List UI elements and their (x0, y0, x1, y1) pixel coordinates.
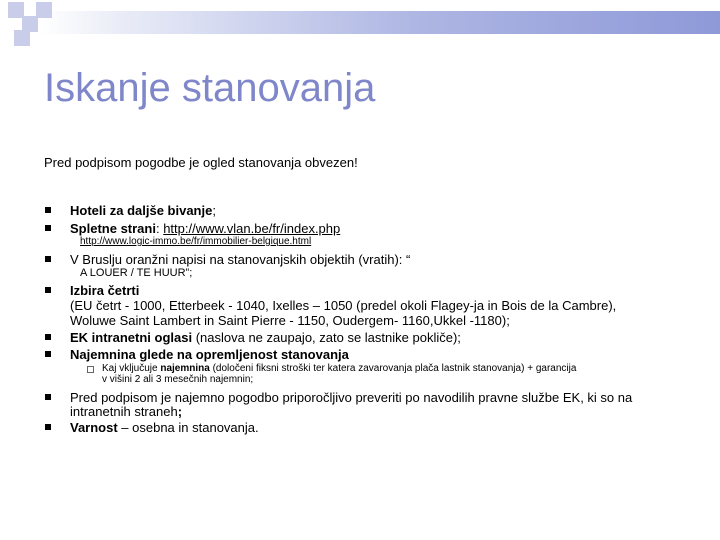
item-text: Woluwe Saint Lambert in Saint Pierre - 1150, Oudergem- 1160,Ukkel -1180); (70, 313, 510, 328)
list-item-safety (70, 420, 259, 435)
item-text: intranetnih straneh (70, 404, 178, 419)
list-item-rent (70, 347, 349, 362)
item-text: (EU četrt - 1000, Etterbeek - 1040, Ixelles – 1050 (predel okoli Flagey-ja in Bois de la Cambre), (70, 298, 617, 313)
item-text: Kaj vključuje (102, 363, 161, 374)
item-text: A LOUER / TE HUUR”; (80, 267, 193, 279)
logic-immo-link[interactable]: http://www.logic-immo.be/fr/immobilier-belgique.html (80, 236, 312, 247)
decor-square (36, 2, 52, 18)
list-item-district-line1 (70, 298, 616, 313)
bullet-marker (45, 256, 51, 262)
list-item-district-line2 (70, 313, 510, 328)
item-text: v višini 2 ali 3 mesečnih najemnin; (102, 374, 254, 385)
bullet-marker (45, 424, 51, 430)
item-text: (določeni fiksni stroški ter katera zavarovanja plača lastnik stanovanja) + garancija (209, 363, 577, 374)
item-strong: Izbira četrti (70, 283, 140, 298)
list-item-signs-cont (80, 267, 192, 280)
item-text: : (155, 221, 164, 236)
item-strong: Spletne strani (70, 221, 156, 236)
item-text: (naslova ne zaupajo, zato se lastnike pokliče); (192, 330, 461, 345)
vlan-link[interactable]: http://www.vlan.be/fr/index.php (163, 221, 341, 236)
item-strong: ; (177, 404, 183, 419)
list-item-contract-cont (70, 404, 182, 419)
sub-item-rent-includes (102, 363, 576, 374)
slide-title: Iskanje stanovanja (44, 66, 376, 110)
item-strong: EK intranetni oglasi (70, 330, 193, 345)
bullet-marker (45, 394, 51, 400)
list-item-district (70, 283, 139, 298)
list-item-websites (70, 221, 340, 236)
sub-item-rent-includes-cont (102, 374, 253, 385)
bullet-marker (45, 225, 51, 231)
bullet-marker (45, 287, 51, 293)
list-item-intranet (70, 330, 461, 345)
list-item-hotels (70, 203, 216, 218)
slide-intro: Pred podpisom pogodbe je ogled stanovanja obvezen! (44, 155, 358, 170)
list-item-contract (70, 390, 632, 405)
item-text: Pred podpisom je najemno pogodbo priporočljivo preveriti po navodilih pravne službe EK, ki so na (70, 390, 633, 405)
item-text: ; (212, 203, 216, 218)
item-text: V Bruslju oranžni napisi na stanovanjskih objektih (vratih): “ (70, 252, 411, 267)
item-text: – osebna in stanovanja. (117, 420, 259, 435)
item-strong: Varnost (70, 420, 118, 435)
list-item-signs (70, 252, 410, 267)
list-item-logic-immo (80, 236, 311, 248)
bullet-marker (45, 351, 51, 357)
item-strong: Hoteli za daljše bivanje (70, 203, 213, 218)
decor-square (14, 30, 30, 46)
item-strong: najemnina (160, 363, 210, 374)
bullet-marker (45, 207, 51, 213)
item-strong: Najemnina glede na opremljenost stanovanja (70, 347, 349, 362)
sub-bullet-marker (87, 366, 94, 373)
header-gradient-bar (40, 11, 720, 34)
bullet-marker (45, 334, 51, 340)
